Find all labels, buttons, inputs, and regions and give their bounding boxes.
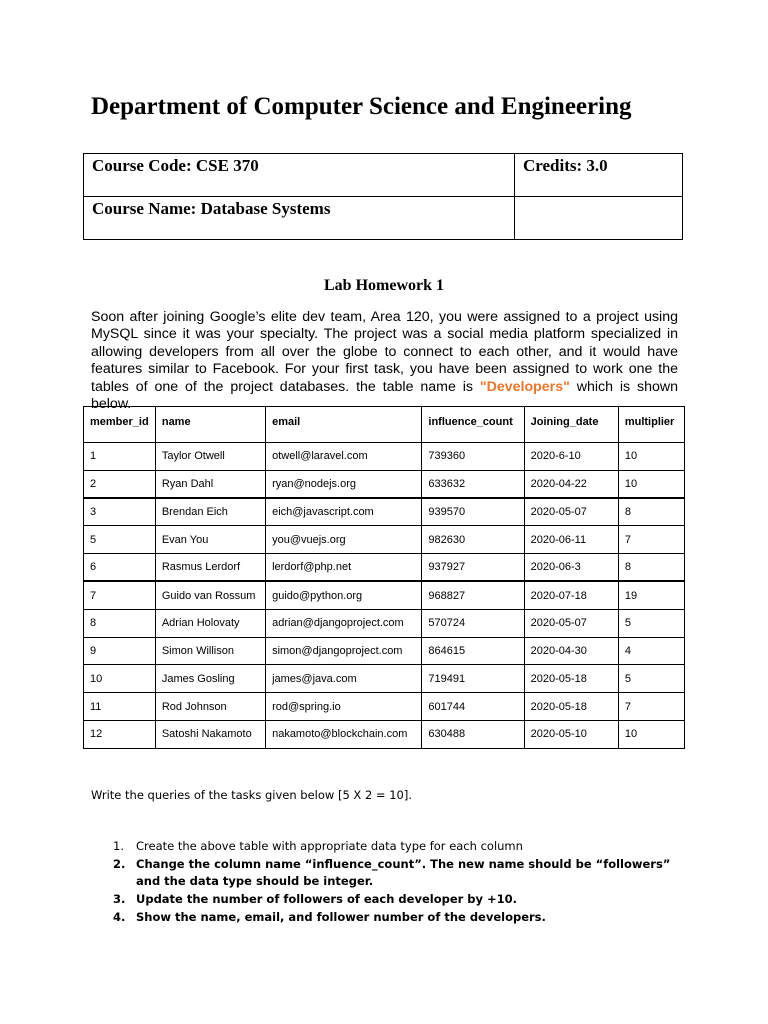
- table-cell: 19: [618, 581, 684, 609]
- table-cell: 2020-04-22: [524, 470, 618, 498]
- table-cell: lerdorf@php.net: [266, 554, 422, 582]
- table-row: [84, 526, 685, 554]
- table-cell: 10: [84, 665, 156, 693]
- table-cell: 939570: [422, 498, 524, 526]
- table-cell: 7: [618, 693, 684, 721]
- table-cell: 2020-05-07: [524, 498, 618, 526]
- table-cell: 7: [618, 526, 684, 554]
- table-cell: Evan You: [155, 526, 265, 554]
- column-header: multiplier: [618, 407, 684, 443]
- table-cell: 3: [84, 498, 156, 526]
- table-cell: 968827: [422, 581, 524, 609]
- table-cell: 1: [84, 443, 156, 471]
- table-cell: Adrian Holovaty: [155, 609, 265, 637]
- table-cell: Taylor Otwell: [155, 443, 265, 471]
- table-cell: you@vuejs.org: [266, 526, 422, 554]
- task-text: Show the name, email, and follower number of the developers.: [136, 910, 546, 924]
- tasks-intro: Write the queries of the tasks given below [5 X 2 = 10].: [91, 788, 412, 802]
- table-cell: 5: [618, 609, 684, 637]
- table-cell: 7: [84, 581, 156, 609]
- table-cell: 937927: [422, 554, 524, 582]
- table-cell: 2020-05-18: [524, 665, 618, 693]
- table-row: [84, 443, 685, 471]
- table-cell: Ryan Dahl: [155, 470, 265, 498]
- table-cell: Guido van Rossum: [155, 581, 265, 609]
- table-cell: 2020-04-30: [524, 637, 618, 665]
- table-cell: 630488: [422, 720, 524, 748]
- table-cell: otwell@laravel.com: [266, 443, 422, 471]
- table-cell: 2: [84, 470, 156, 498]
- table-cell: 5: [84, 526, 156, 554]
- table-cell: 633632: [422, 470, 524, 498]
- table-cell: 12: [84, 720, 156, 748]
- table-row: [84, 720, 685, 748]
- intro-text: Soon after joining Google’s elite dev team, Area 120, you were assigned to a project using MySQL since it was your specialty. The project was a social media platform specialized in allowing developers from all over the globe to connect to each other, and it would have features similar to Facebook. For your first task, you have been assigned to work one the tables of one of the project databases. the table name is: [91, 309, 678, 395]
- table-cell: 2020-06-3: [524, 554, 618, 582]
- course-row-1: [84, 154, 683, 197]
- table-cell: simon@djangoproject.com: [266, 637, 422, 665]
- lab-title: Lab Homework 1: [324, 277, 444, 294]
- table-cell: Rod Johnson: [155, 693, 265, 721]
- table-cell: 570724: [422, 609, 524, 637]
- table-row: [84, 470, 685, 498]
- task-number: 4.: [113, 910, 126, 924]
- course-code: Course Code: CSE 370: [84, 154, 515, 197]
- table-cell: Simon Willison: [155, 637, 265, 665]
- column-header: name: [155, 407, 265, 443]
- table-cell: 2020-05-10: [524, 720, 618, 748]
- task-item: [113, 856, 683, 890]
- table-name-highlight: "Developers": [479, 378, 570, 395]
- task-item: [113, 891, 683, 908]
- task-list: [113, 838, 683, 927]
- developers-table: [83, 406, 685, 749]
- table-cell: 10: [618, 470, 684, 498]
- table-cell: james@java.com: [266, 665, 422, 693]
- table-cell: 2020-05-18: [524, 693, 618, 721]
- table-row: [84, 665, 685, 693]
- course-empty-cell: [515, 197, 683, 240]
- intro-text-end: which is shown below.: [91, 378, 678, 413]
- table-cell: 10: [618, 720, 684, 748]
- table-cell: 8: [618, 554, 684, 582]
- table-cell: 9: [84, 637, 156, 665]
- table-cell: 719491: [422, 665, 524, 693]
- intro-paragraph: [91, 309, 678, 413]
- task-number: 3.: [113, 892, 126, 906]
- table-cell: 4: [618, 637, 684, 665]
- table-body: [84, 443, 685, 749]
- table-row: [84, 637, 685, 665]
- course-info-table: [83, 153, 683, 240]
- task-item: [113, 909, 683, 926]
- table-cell: Rasmus Lerdorf: [155, 554, 265, 582]
- table-cell: 2020-07-18: [524, 581, 618, 609]
- table-cell: 8: [84, 609, 156, 637]
- department-title: Department of Computer Science and Engineering: [91, 93, 632, 120]
- task-text: Create the above table with appropriate data type for each column: [136, 839, 523, 853]
- table-cell: 2020-05-07: [524, 609, 618, 637]
- table-cell: eich@javascript.com: [266, 498, 422, 526]
- column-header: Joining_date: [524, 407, 618, 443]
- column-header: email: [266, 407, 422, 443]
- table-row: [84, 498, 685, 526]
- table-row: [84, 693, 685, 721]
- table-cell: guido@python.org: [266, 581, 422, 609]
- table-cell: nakamoto@blockchain.com: [266, 720, 422, 748]
- course-name: Course Name: Database Systems: [84, 197, 515, 240]
- table-row: [84, 554, 685, 582]
- course-row-2: [84, 197, 683, 240]
- task-number: 2.: [113, 857, 126, 871]
- table-cell: 8: [618, 498, 684, 526]
- task-text: Update the number of followers of each developer by +10.: [136, 892, 518, 906]
- table-cell: ryan@nodejs.org: [266, 470, 422, 498]
- table-cell: 2020-06-11: [524, 526, 618, 554]
- table-cell: 2020-6-10: [524, 443, 618, 471]
- task-text: Change the column name “influence_count”. The new name should be “followers” and the data type should be integer.: [136, 857, 671, 888]
- table-cell: 5: [618, 665, 684, 693]
- table-cell: 10: [618, 443, 684, 471]
- table-cell: 11: [84, 693, 156, 721]
- table-row: [84, 609, 685, 637]
- table-cell: 6: [84, 554, 156, 582]
- table-cell: 739360: [422, 443, 524, 471]
- table-cell: Brendan Eich: [155, 498, 265, 526]
- table-cell: adrian@djangoproject.com: [266, 609, 422, 637]
- table-cell: 982630: [422, 526, 524, 554]
- table-header-row: [84, 407, 685, 443]
- column-header: influence_count: [422, 407, 524, 443]
- table-cell: James Gosling: [155, 665, 265, 693]
- course-credits: Credits: 3.0: [515, 154, 683, 197]
- task-number: 1.: [113, 839, 124, 853]
- task-item: [113, 838, 683, 855]
- column-header: member_id: [84, 407, 156, 443]
- table-cell: 601744: [422, 693, 524, 721]
- table-cell: Satoshi Nakamoto: [155, 720, 265, 748]
- table-row: [84, 581, 685, 609]
- table-cell: rod@spring.io: [266, 693, 422, 721]
- table-cell: 864615: [422, 637, 524, 665]
